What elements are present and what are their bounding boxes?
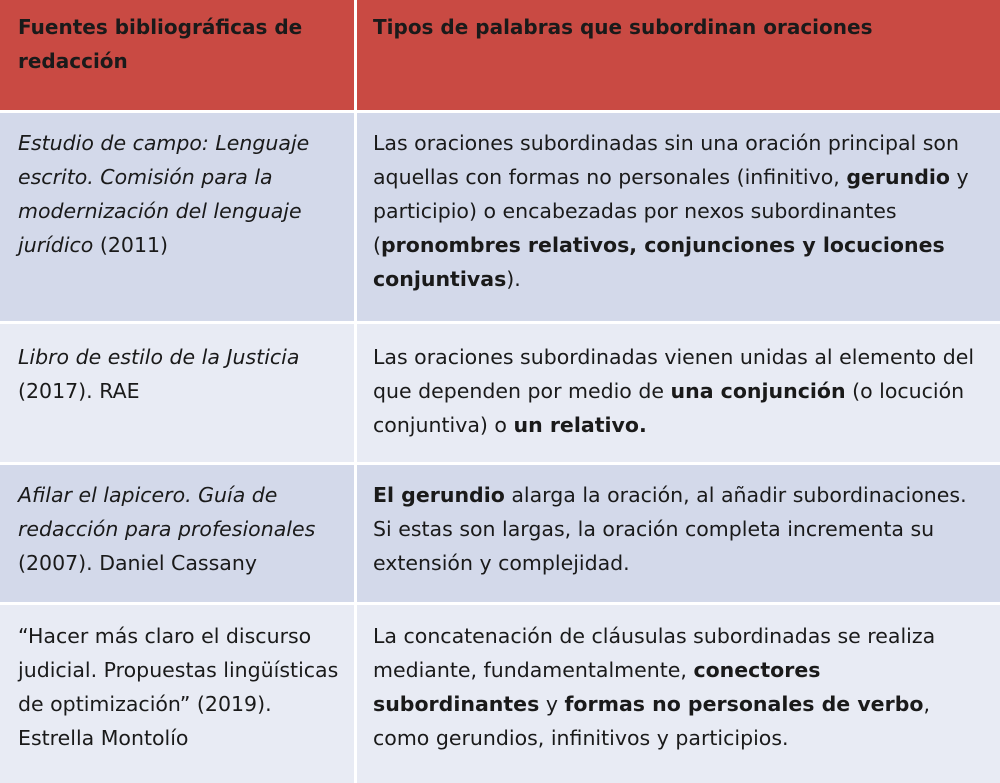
source-title: Afilar el lapicero. Guía de redacción para profesionales [18,483,316,541]
source-text: “Hacer más claro el discurso judicial. Propuestas lingüísticas de optimización” (2019). Estrella Montolío [18,624,339,750]
description-text: La concatenación de cláusulas subordinadas se realiza mediante, fundamentalmente, [373,624,936,682]
description-emphasis: formas no personales de verbo [564,692,924,716]
source-cell [0,465,357,605]
source-cell [0,605,357,783]
source-title: Libro de estilo de la Justicia [18,345,300,369]
description-cell [357,605,1000,783]
table-row [0,605,1000,783]
header-row [0,0,1000,113]
source-cell [0,324,357,465]
description-text: Las oraciones subordinadas sin una oración principal son aquellas con formas no personales (infinitivo, [373,131,959,189]
description-text: y [539,692,565,716]
description-emphasis: gerundio [846,165,950,189]
description-text: , como gerundios, infinitivos y participios. [373,692,930,750]
table-row [0,113,1000,324]
source-detail: (2011) [93,233,169,257]
description-text: ). [506,267,521,291]
description-emphasis: conectores subordinantes [373,658,821,716]
header-word-types: Tipos de palabras que subordinan oraciones [357,0,1000,113]
description-cell [357,324,1000,465]
header-sources: Fuentes bibliográficas de redacción [0,0,357,113]
description-emphasis: una conjunción [670,379,846,403]
description-cell [357,465,1000,605]
source-detail: (2017). RAE [18,379,140,403]
description-text: alarga la oración, al añadir subordinaciones. Si estas son largas, la oración completa incrementa su extensión y complejidad. [373,483,967,575]
description-emphasis: pronombres relativos, conjunciones y locuciones conjuntivas [373,233,945,291]
description-text: y participio) o encabezadas por nexos subordinantes ( [373,165,969,257]
description-text: (o locución conjuntiva) o [373,379,965,437]
description-text: Las oraciones subordinadas vienen unidas al elemento del que dependen por medio de [373,345,975,403]
table-row [0,324,1000,465]
source-detail: (2007). Daniel Cassany [18,551,257,575]
description-cell [357,113,1000,324]
table-row [0,465,1000,605]
source-cell [0,113,357,324]
description-emphasis: un relativo. [513,413,647,437]
source-title: Estudio de campo: Lenguaje escrito. Comisión para la modernización del lenguaje jurídico [18,131,310,257]
description-emphasis: El gerundio [373,483,505,507]
